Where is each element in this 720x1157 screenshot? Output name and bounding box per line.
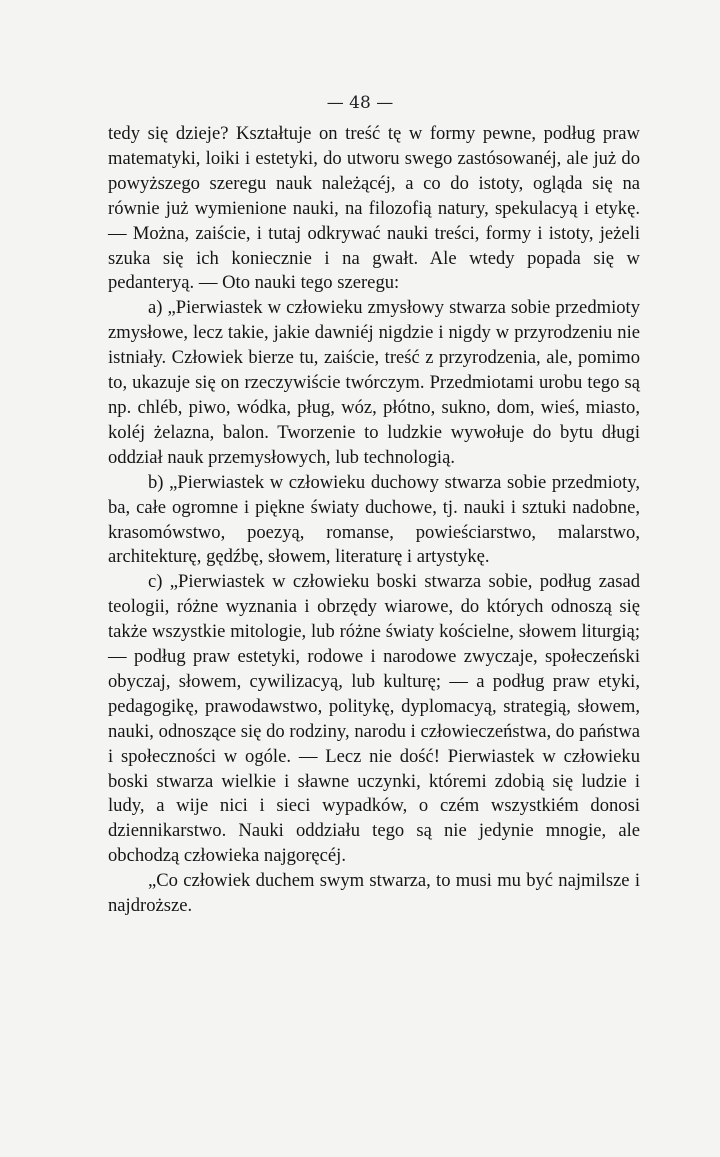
paragraph-b: b) „Pierwiastek w człowieku duchowy stwarza sobie przedmioty, ba, całe ogromne i piękne światy duchowe, tj. nauki i sztuki nadobne, krasomówstwo, poezyą, romanse, powieściarstwo, malarstwo, architekturę, gędźbę, słowem, literaturę i artystykę. <box>108 471 640 568</box>
paragraph-a: a) „Pierwiastek w człowieku zmysłowy stwarza sobie przedmioty zmysłowe, lecz takie, jakie dawniéj nigdzie i nigdy w przyrodzeniu nie istniały. Człowiek bierze tu, zaiście, treść z przyrodzenia, ale, pomimo to, ukazuje się on rzeczywiście twórczym. Przedmiotami urobu tego są np. chléb, piwo, wódka, pług, wóz, płótno, sukno, dom, wieś, miasto, koléj żelazna, balon. Tworzenie to ludzkie wywołuje do bytu długi oddział nauk przemysłowych, lub technologią. <box>108 297 640 468</box>
body-text <box>108 122 640 919</box>
paragraph-continuation: tedy się dzieje? Kształtuje on treść tę w formy pewne, podług praw matematyki, loiki i estetyki, do utworu swego zastósowanéj, ale już do powyższego szeregu nauk należącéj, a co do istoty, ogląda się na równie już wymienione nauki, na filozofią natury, spekulacyą i etykę. — Można, zaiście, i tutaj odkrywać nauki treści, formy i istoty, jeżeli szuka się ich koniecznie i na gwałt. Ale wtedy popada się w pedanteryą. — Oto nauki tego szeregu: <box>108 123 640 294</box>
page-number: — 48 — <box>326 93 394 113</box>
paragraph-c: c) „Pierwiastek w człowieku boski stwarza sobie, podług zasad teologii, różne wyznania i obrzędy wiarowe, do których odnoszą się także wszystkie mitologie, lub różne światy kościelne, słowem liturgią; — podług praw estetyki, rodowe i narodowe zwyczaje, społeczeński obyczaj, słowem, cywilizacyą, lub kulturę; — a podług praw etyki, pedagogikę, prawodawstwo, politykę, dyplomacyą, strategią, słowem, nauki, odnoszące się do rodziny, narodu i człowieczeństwa, do państwa i społeczności w ogóle. — Lecz nie dość! Pierwiastek w człowieku boski stwarza wielkie i sławne uczynki, któremi zdobią się ludzie i ludy, a wije nici i sieci wypadków, o czém wszystkiém donosi dziennikarstwo. Nauki oddziału tego są nie jedynie mnogie, ale obchodzą człowieka najgoręcéj. <box>108 571 640 867</box>
paragraph-closing: „Co człowiek duchem swym stwarza, to musi mu być najmilsze i najdroższe. <box>108 870 640 917</box>
